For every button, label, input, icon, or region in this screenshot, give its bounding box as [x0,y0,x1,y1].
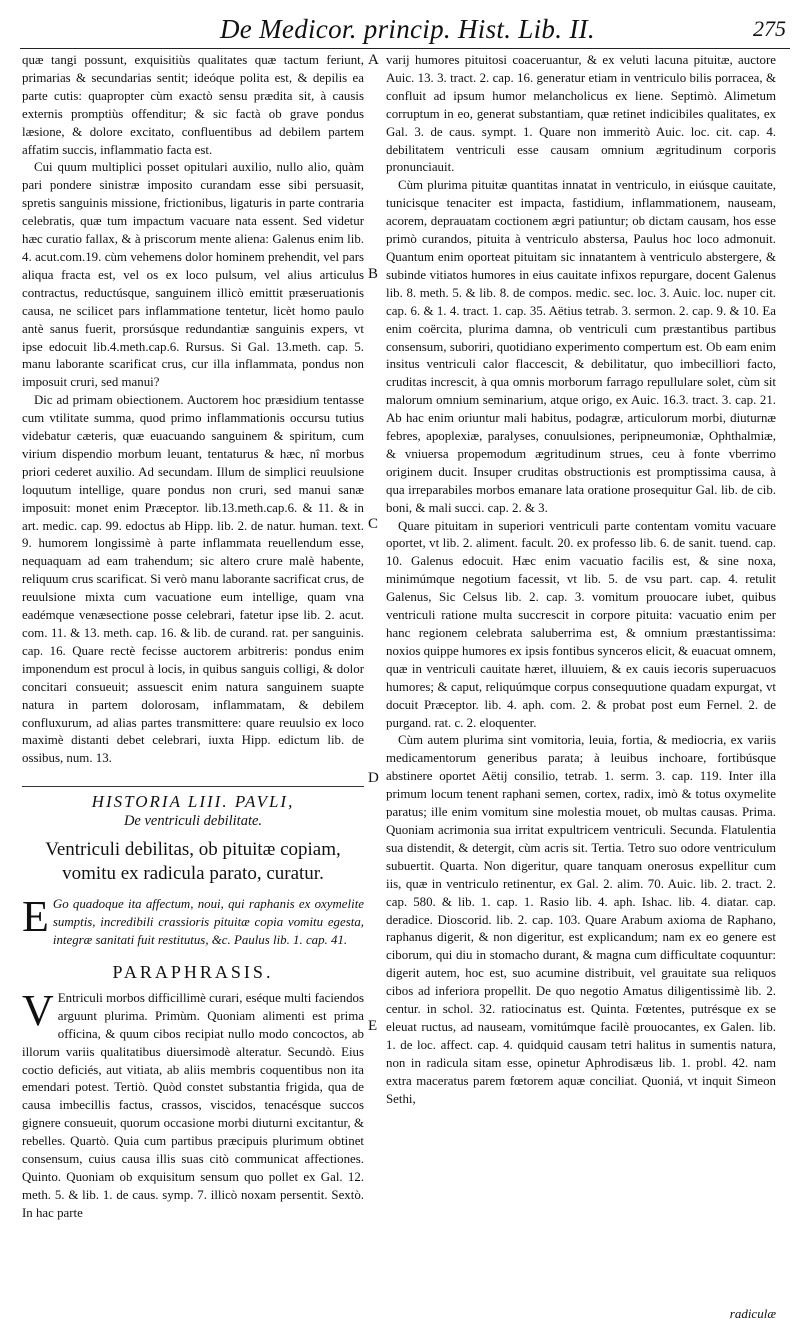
history-summary: Ventriculi debilitas, ob pituitæ copiam, vomitu ex radicula parato, curatur. [45,839,341,885]
history-title: HISTORIA LIII. PAVLI, [22,786,364,812]
paraphrasis-drop-cap: V [22,985,54,1035]
margin-letter-e: E [368,1018,378,1034]
quote-text: Go quadoque ita affectum, noui, qui raphanis ex oxymelite sumptis, incredibili crassioris pituitæ copia vomitu egesta, integræ sanitati fuit restitutus, &c. Paulus lib. 1. cap. 41. [52,897,364,948]
catchword: radiculæ [729,1306,776,1321]
right-column [386,52,776,1108]
body-paragraph: Cui quum multiplici posset opitulari auxilio, nullo alio, quàm pari pondere sinistræ imposito curandam esse sibi persuasit, spretis sanguinis missione, frictionibus, ligaturis in parte contraria celebratis, quæ tum impactum vacuare nata essent. Sed videtur hæc curatio fallax, & à priscorum mente aliena: Galenus enim lib. 4. acut.com.19. cùm vehemens dolor hominem prehendit, vel pars aliqua fracta est, vel os ex loco pulsum, vel alius articulus contractus, reductúsque, sanguinem illicò emittit præseruationis causa, ne scilicet pars inflammatione tentetur, licèt homo paulo antè sanus fuerit, prorsúsque redundantiæ sanguinis expers, vt ipse edocuit lib.4.meth.cap.6. Rursus. Si Gal. 13.meth. cap. 5. manu laborante scarificat crus, cur illa inflammata, pondus non imposuit cruri, sed manui? [22,160,364,390]
body-paragraph: Cùm plurima pituitæ quantitas innatat in ventriculo, in eiúsque cauitate, tunicisque tenaciter est impacta, fastidium, inflammationem, nauseam, acorem, deprauatam coctionem ægri patiuntur; ob dictam causam, hos esse primò curandos, pituita à ventriculo abstersa, Paulus hoc loco admonuit. Quantum enim oporteat pituitam sic innatantem à ventriculo abstergere, & subinde vitiatos humores in eius cauitate infixos repurgare, docent Galenus lib. 8. meth. 5. & lib. 8. de compos. medic. sec. loc. 3. Auic. loc. nuper cit. cap. 6. & 1. 4. tract. 1. cap. 35. Aëtius tetrab. 3. sermon. 2. cap. 9. & 10. Ea enim coërcita, plurima damna, ob ventriculi cum præstantibus partibus consensum, suboriri, quotidiano experimento compertum est. Ob eam enim insitus ventriculi calor flaccescit, & debilitatur, quo imbecilliori facto, cruditas increscit, à qua omnis morborum farrago repullulare solet, cùm sit malorum omnium seminarium, atque origo, ex Auic. 16.3. tract. 3. cap. 21. Ab hac enim oriuntur mali habitus, podagræ, articulorum morbi, diuturnæ febres, apoplexiæ, paralyses, conuulsiones, peripneumoniæ, Ophthalmiæ, & vniuersa propemodum ægritudinum strues, ceu à fonte vberrimo originem ducit. Insuper cruditas obstructionis est promptissima causa, à qua irreparabiles morbos emanare lata oratione prosequitur Gal. lib. de cib. boni, & mali succi. cap. 2. & 3. [386,178,776,515]
body-paragraph: Cùm autem plurima sint vomitoria, leuia, fortia, & mediocria, ex variis medicamentorum generibus parata; à leuibus inchoare, fortibúsque abstinere oportet Aëtij consilio, tetrab. 1. serm. 3. cap. 119. Inter illa primum locum tenent raphani semen, cortex, radix, imò & totus oxymelite paratus; ille enim vomitum sine molestia mouet, ob multas causas. Prima. Quoniam acrimonia sua irritat expultricem ventriculi. Secunda. Flatulentia sua distendit, & detergit, cùm acris sit. Tertia. Tetro suo odore ventriculum subuertit. Quarta. Non digeritur, quare tanquam onerosus expellitur cum iis, quæ in ventriculo retinentur, ex Gal. 2. alim. 70. Auic. lib. 2. tract. 2. cap. 580. & lib. 1. cap. 1. Rasio lib. 4. aph. Ishac. lib. 4. diatar. cap. deradice. Dioscorid. lib. 2. cap. 103. Quare Arabum axioma de Raphano, raphanus digerit, & non digeritur, est explicandum; nam ex eo genere est ciborum, qui diu in stomacho durant, & magna cum difficultate coquuntur: digerit autem, hoc est, suo acumine distribuit, vel grauitate sua reliquos cibos ad inferiora propellit. De quo negotio Amatus diligentissimè lib. 2. centur. in schol. 32. ratiocinatus est. Quinta. Fœtentes, putrésque ex se eleuat ructus, ad nauseam, vomitúmque facilè prouocantes, ex Galen. lib. 1. de loc. affect. cap. 4. quidquid causam tetri halitus in sumentis natura, non in radicula sitam esse, opinetur Aphrodisæus lib. 1. probl. 42. nam extra maceratus parem fœtorem aquæ conciliat. Quoniá, vt inquit Simeon Sethi, [386,733,776,1106]
body-paragraph: varij humores pituitosi coaceruantur, & ex veluti lacuna pituitæ, auctore Auic. 13. 3. tract. 2. cap. 16. generatur etiam in ventriculo bilis porracea, & confluit ad ipsum humor melancholicus ex liene. Septimò. Alimetum corruptum in eo, generat substantiam, quæ retinet indicibiles qualitates, ex Gal. 3. de caus. sympt. 1. Quare non immeritò Auic. loc. cit. cap. 4. debilitatem ventriculi esse causam omnium ægritudinum corporis pronunciauit. [386,53,776,175]
quote-drop-cap: E [22,892,49,942]
margin-letter-b: B [368,266,379,282]
margin-letter-a: A [368,52,379,68]
paraphrasis-text: Entriculi morbos difficillimè curari, eséque multi faciendos arguunt plurima. Primùm. Quoniam alimenti est prima officina, & quum cibos recipiat nullo modo concoctos, ab illorum variis qualitatibus diuersimodè alteratur. Secundò. Eius coctio deficiés, aut vitiata, ab aliis membris coquentibus non ita emendari potest. Tertiò. Quòd constet substantia frigida, qua de causa imbecillis factus, crassos, viscidos, tenacésque succos gignere consueuit, quorum occasione morbi diuturni excitantur, & rebelles. Quartò. Quia cum partibus præcipuis plurimum obtinet consensum, cuius causa illis suas citò communicat affectiones. Quinto. Quoniam ob exquisitum sensum quo pollet ex Gal. 12. meth. 5. & lib. 1. de caus. symp. 7. illicò noxam persentit. Sextò. In hac parte [22,990,364,1220]
history-subtitle: De ventriculi debilitate. [123,813,263,830]
body-paragraph: Dic ad primam obiectionem. Auctorem hoc præsidium tentasse cum vtilitate summa, quod primo inflammationis occursu tutius videbatur cæteris, quæ euacuando sanguinem & spiritum, cum virium dispendio morbum leuant, tentaturus & hæc, nî morbus priori cederet auxilio. Ad secundam. Illum de simplici reuulsione loquutum intellige, quare pondus non cruri, sed manui sanæ imposuit: monet enim Præceptor. lib.13.meth.cap.6. & 11. & in art. medic. cap. 99. edoctus ab Hipp. lib. 2. de natur. human. text. 9. humorem longissimè à parte inflammata reuellendum esse, nequaquam ad eam trahendum; sic altero crure malè habente, reliquum crus scarificat. Si verò manu laborante sacrificat crus, de reuulsione mixta cum vacuatione eum intellige, quam vna eadémque venæsectione posse celebrari, fatetur ipse lib. 2. acut. com. 11. & 13. meth. cap. 16. & lib. de curand. rat. per sanguinis. cap. 16. Quare rectè fecisse auctorem arbitreris: pondus enim imponendum est procul à locis, in quibus sanguis colligi, & dolor concitari consueuit; assuescit enim natura sanguinem suapte natura in partem dolorosam, inflammatam, & debilem confluxurum, ad alias partes transmittere: quare reuulsio ex loco maximè distanti debet celebrari, iuxta Hipp. edictum lib. de ossibus, num. 13. [22,393,364,766]
margin-letter-c: C [368,516,379,532]
body-paragraph: quæ tangi possunt, exquisitiùs qualitates quæ tactum feriunt, primarias & secundarias sentit; ideóque polita est, & depilis ea parte cutis: quapropter cùm exactò sensu prædita sit, à causis externis promptiùs offenditur; & sic factà ob grave pondus læsione, & dolore excitato, confluentibus ad debilem partem affatim succis, inflammatio facta est. [22,53,364,157]
left-column [22,52,364,1223]
margin-letter-d: D [368,770,379,786]
paraphrasis-paragraph [22,985,364,1223]
paulus-quote [22,892,364,950]
header-title: De Medicor. princip. Hist. Lib. II. [220,14,595,44]
running-header [20,12,790,49]
paraphrasis-heading: PARAPHRASIS. [112,961,274,982]
page-number: 275 [753,16,786,41]
body-paragraph: Quare pituitam in superiori ventriculi parte contentam vomitu vacuare oportet, vt lib. 2. aliment. facult. 20. ex professo lib. 6. de sanit. tuend. cap. 10. Galenus edocuit. Hæc enim vacuatio facilis est, & sine noxa, minimúmque negotium facessit, vt lib. 5. de vsu part. cap. 4. retulit Galenus, Sic Celsus lib. 2. cap. 3. vomitum prouocare iubet, quibus ventriculi ratione multa succrescit in corpore pituita: vacuatio enim per hanc regionem celebrata saluberrima est, & omnium præstantissima: noxios quippe humores ex ipsis fontibus synceros elicit, & euacuat omnem, quæ in ventriculi cauitate hæret, illuuiem, & ex cauis iecoris superuacuos humores; & caput, reliquúmque corpus consequutione quadam expurgat, vt docuit Præceptor. lib. 4. aph. com. 2. & probat post eum Fernel. 2. de purgand. rat. c. 2. eloquenter. [386,518,776,730]
